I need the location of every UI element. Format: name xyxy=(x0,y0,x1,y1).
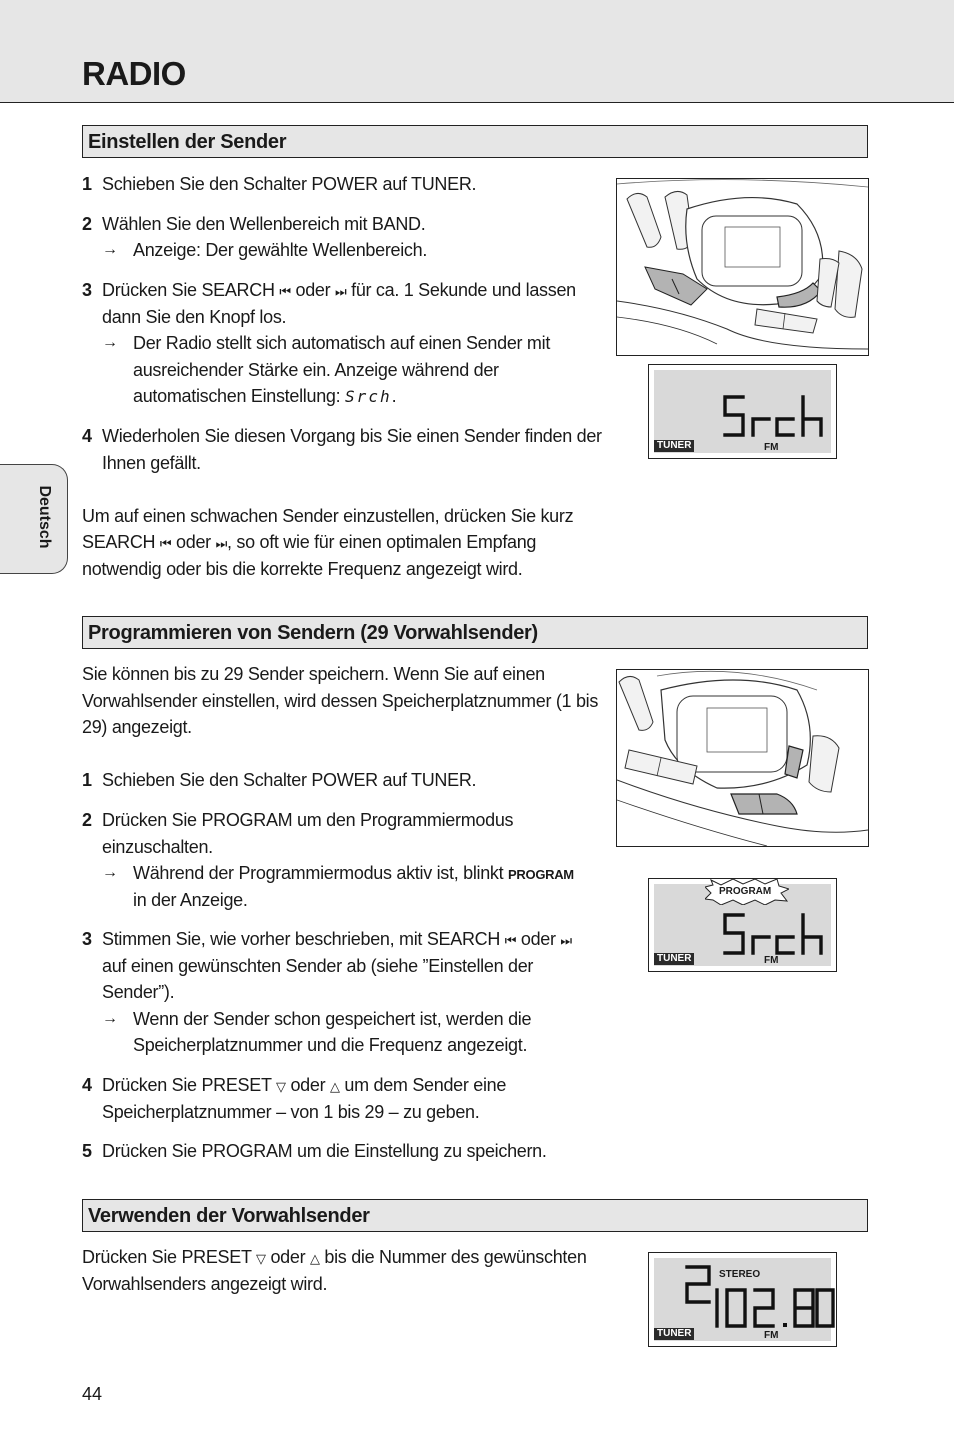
arrow-icon: → xyxy=(102,1010,118,1027)
search-prev-icon: ⏮ xyxy=(504,933,517,948)
preset-number-value xyxy=(649,1253,650,1254)
arrow-icon: → xyxy=(102,334,118,351)
step-text: Ihnen gefällt. xyxy=(102,453,201,473)
step-text: Stimmen Sie, wie vorher beschrieben, mit SEARCH ⏮ oder ⏭ xyxy=(102,929,572,949)
search-prev-icon: ⏮ xyxy=(279,284,291,299)
section-heading-text: Einstellen der Sender xyxy=(88,131,287,153)
step-result: in der Anzeige. xyxy=(133,890,248,910)
tuner-label: TUNER xyxy=(654,1328,694,1340)
band-label: FM xyxy=(764,442,779,453)
page-title: RADIO xyxy=(82,55,186,92)
section-heading-presets xyxy=(82,1199,868,1232)
step-text: einzuschalten. xyxy=(102,837,213,857)
step-text: Speicherplatznummer – von 1 bis 29 – zu geben. xyxy=(102,1102,480,1122)
search-next-icon: ⏭ xyxy=(335,284,347,299)
step-text: Drücken Sie PROGRAM um die Einstellung zu speichern. xyxy=(102,1141,547,1161)
step-number: 3 xyxy=(82,280,92,300)
intro-text: Vorwahlsender einstellen, wird dessen Speicherplatznummer (1 bis xyxy=(82,691,599,711)
tuner-label: TUNER xyxy=(654,953,694,965)
page-number: 44 xyxy=(82,1384,103,1404)
display-code: Srch xyxy=(345,387,392,406)
segment-readout-srch xyxy=(721,911,831,959)
search-prev-icon: ⏮ xyxy=(159,536,172,551)
preset-up-icon: △ xyxy=(329,1079,340,1094)
step-number: 5 xyxy=(82,1141,92,1161)
body-text: Vorwahlsenders angezeigt wird. xyxy=(82,1274,328,1294)
frequency-value xyxy=(649,1253,650,1254)
section-heading-text: Verwenden der Vorwahlsender xyxy=(88,1205,370,1227)
preset-down-icon: ▽ xyxy=(256,1251,266,1266)
lcd-display-search xyxy=(648,364,837,459)
intro-text: Sie können bis zu 29 Sender speichern. Wenn Sie auf einen xyxy=(82,664,545,684)
step-result: Wenn der Sender schon gespeichert ist, werden die xyxy=(133,1009,532,1029)
intro-text: 29) angezeigt. xyxy=(82,717,192,737)
step-number: 2 xyxy=(82,810,92,830)
body-text: Drücken Sie PRESET ▽ oder △ bis die Nummer des gewünschten xyxy=(82,1247,587,1267)
step-number: 4 xyxy=(82,426,92,446)
step-text: auf einen gewünschten Sender ab (siehe ”Einstellen der xyxy=(102,956,534,976)
step-number: 3 xyxy=(82,929,92,949)
step-number: 1 xyxy=(82,770,92,790)
band-label: FM xyxy=(764,1330,779,1341)
step-result: ausreichender Stärke ein. Anzeige während der xyxy=(133,360,499,380)
step-text: Schieben Sie den Schalter POWER auf TUNER. xyxy=(102,174,477,194)
program-word: PROGRAM xyxy=(508,867,574,882)
program-badge: PROGRAM xyxy=(719,886,772,897)
frequency-readout xyxy=(711,1287,835,1331)
arrow-icon: → xyxy=(102,241,118,258)
step-text: dann Sie den Knopf los. xyxy=(102,307,287,327)
note-text: SEARCH ⏮ oder ⏭, so oft wie für einen optimalen Empfang xyxy=(82,532,537,552)
stereo-indicator: STEREO xyxy=(719,1269,761,1280)
section-heading-programming xyxy=(82,616,868,649)
step-number: 2 xyxy=(82,214,92,234)
lcd-display-frequency xyxy=(648,1252,837,1347)
language-tab-label: Deutsch xyxy=(36,485,53,549)
step-number: 4 xyxy=(82,1075,92,1095)
search-next-icon: ⏭ xyxy=(215,536,227,551)
step-result: Der Radio stellt sich automatisch auf einen Sender mit xyxy=(133,333,551,353)
step-text: Drücken Sie PROGRAM um den Programmiermodus xyxy=(102,810,514,830)
band-label: FM xyxy=(764,955,779,966)
step-result: Speicherplatznummer und die Frequenz angezeigt. xyxy=(133,1035,528,1055)
step-result: Anzeige: Der gewählte Wellenbereich. xyxy=(133,240,428,260)
preset-down-icon: ▽ xyxy=(276,1079,286,1094)
step-number: 1 xyxy=(82,174,92,194)
preset-up-icon: △ xyxy=(309,1251,320,1266)
arrow-icon: → xyxy=(102,864,118,881)
step-result: automatischen Einstellung: Srch. xyxy=(133,386,397,406)
section-heading-tuning xyxy=(82,125,868,158)
language-tab xyxy=(0,464,68,574)
search-next-icon: ⏭ xyxy=(560,933,572,948)
step-text: Schieben Sie den Schalter POWER auf TUNER. xyxy=(102,770,477,790)
device-illustration-program xyxy=(616,669,869,847)
step-text: Wiederholen Sie diesen Vorgang bis Sie einen Sender finden der xyxy=(102,426,602,446)
note-text: notwendig oder bis die korrekte Frequenz angezeigt wird. xyxy=(82,559,523,579)
note-text: Um auf einen schwachen Sender einzustellen, drücken Sie kurz xyxy=(82,506,574,526)
device-illustration-search xyxy=(616,178,869,356)
segment-readout-srch xyxy=(721,393,831,441)
tuner-label: TUNER xyxy=(654,440,694,452)
step-text: Drücken Sie SEARCH ⏮ oder ⏭ für ca. 1 Sekunde und lassen xyxy=(102,280,576,300)
step-text: Wählen Sie den Wellenbereich mit BAND. xyxy=(102,214,426,234)
step-result: Während der Programmiermodus aktiv ist, blinkt PROGRAM xyxy=(133,863,574,883)
section-heading-text: Programmieren von Sendern (29 Vorwahlsender) xyxy=(88,622,538,644)
step-text: Drücken Sie PRESET ▽ oder △ um dem Sender eine xyxy=(102,1075,507,1095)
step-text: Sender”). xyxy=(102,982,175,1002)
lcd-display-program xyxy=(648,878,837,972)
